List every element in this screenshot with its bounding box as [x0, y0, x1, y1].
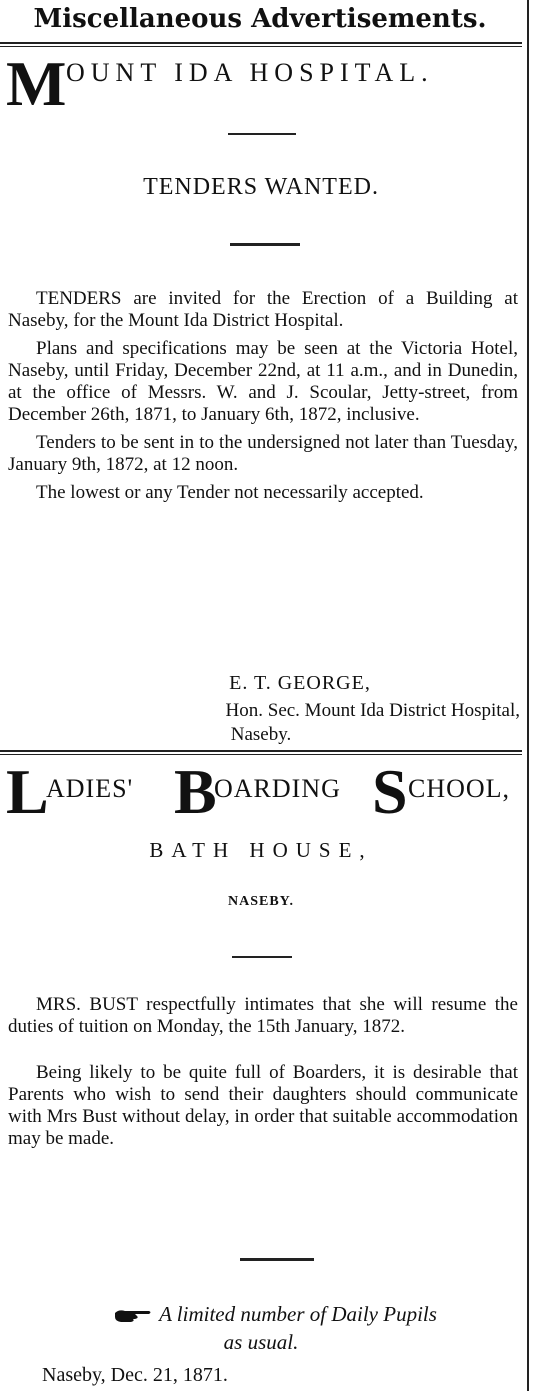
ad2-title [6, 756, 522, 832]
ad2-notice-line2: as usual. [223, 1330, 299, 1354]
ad1-title [6, 48, 67, 119]
ad1-short-rule [228, 133, 296, 135]
ad2-paragraph: MRS. BUST respectfully intimates that she will resume the duties of tuition on Monday, the 15th January, 1872. [8, 994, 518, 1037]
ad1-paragraph: Plans and specifications may be seen at the Victoria Hotel, Naseby, until Friday, December 22nd, at 11 a.m., and in Dunedin, at the office of Messrs. W. and J. Scoular, Jetty-street, from December 26th, 1871, to January 6th, 1872, inclusive. [8, 338, 518, 425]
ad2-title-word-1: ADIES' [46, 774, 134, 803]
ad1-mid-rule [230, 243, 300, 246]
ad1-paragraph: TENDERS are invited for the Erection of a Building at Naseby, for the Mount Ida District Hospital. [8, 288, 518, 331]
ad2-notice-line1: A limited number of Daily Pupils [159, 1302, 437, 1326]
ad1-body [8, 288, 518, 510]
ad2-title-initial-b: B [174, 756, 217, 827]
ad1-title-initial: M [6, 48, 67, 119]
ad1-paragraph: Tenders to be sent in to the undersigned not later than Tuesday, January 9th, 1872, at 12 noon. [8, 432, 518, 475]
ad2-title-word-2: OARDING [214, 774, 341, 803]
ad2-dateline: Naseby, Dec. 21, 1871. [42, 1364, 228, 1386]
ad2-title-initial-s: S [372, 756, 408, 827]
ad2-body [8, 994, 518, 1156]
ad1-signature-name: E. T. GEORGE, [229, 672, 371, 694]
ad2-title-word-3: CHOOL, [408, 774, 511, 803]
ad2-notice [30, 1302, 520, 1327]
section-divider [0, 42, 522, 47]
pointing-hand-icon [113, 1307, 153, 1325]
ad1-signature-title: Hon. Sec. Mount Ida District Hospital, [225, 700, 520, 721]
column-rule [527, 0, 529, 1391]
ad2-mid-rule [240, 1258, 314, 1261]
ad2-title-initial-l: L [6, 756, 49, 827]
ad1-signature-place: Naseby. [230, 724, 292, 745]
ad1-title-rest: OUNT IDA HOSPITAL. [66, 58, 434, 87]
ad1-paragraph: The lowest or any Tender not necessarily accepted. [36, 482, 424, 503]
ad2-subtitle: BATH HOUSE, [149, 838, 373, 862]
ad2-paragraph: Being likely to be quite full of Boarders, it is desirable that Parents who wish to send their daughters should communicate with Mrs Bust without delay, in order that suitable accommodation may be made. [8, 1062, 518, 1149]
ad-divider [0, 750, 522, 755]
section-heading: Miscellaneous Advertisements. [33, 4, 487, 34]
ad2-short-rule [232, 956, 292, 958]
ad1-subtitle: TENDERS WANTED. [143, 174, 379, 200]
ad2-place: NASEBY. [227, 894, 294, 909]
